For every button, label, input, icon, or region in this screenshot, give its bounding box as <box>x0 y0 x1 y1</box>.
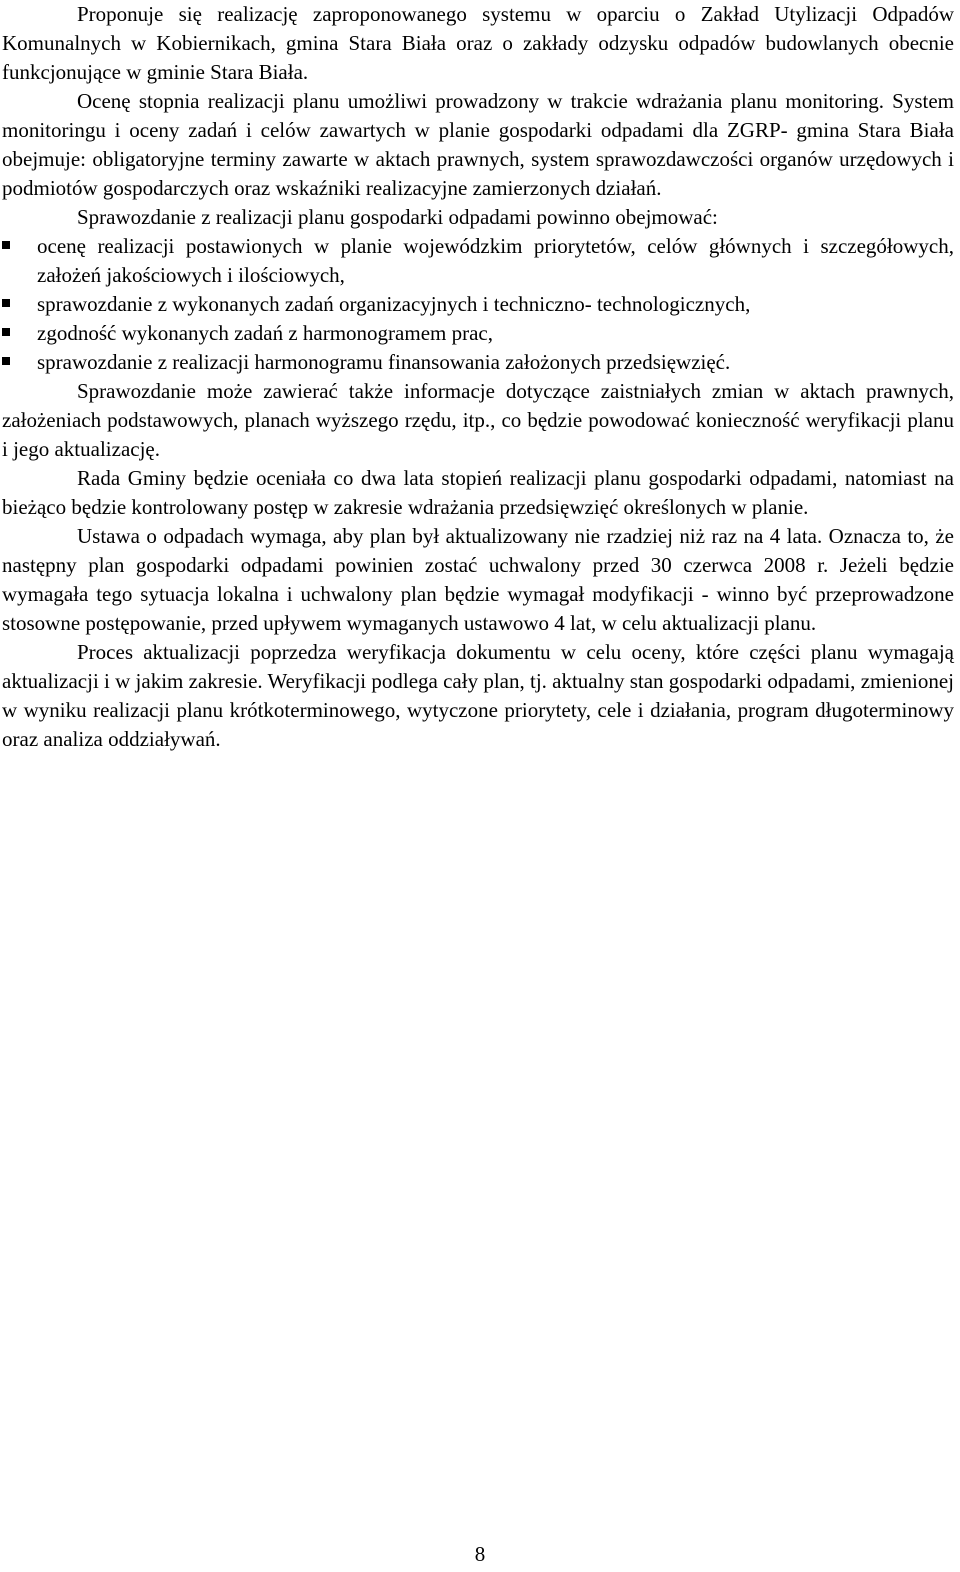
list-item-text: zgodność wykonanych zadań z harmonogramem prac, <box>37 321 493 345</box>
document-page <box>2 0 954 754</box>
paragraph-monitoring: Ocenę stopnia realizacji planu umożliwi prowadzony w trakcie wdrażania planu monitoring. System monitoringu i oceny zadań i celów zawartych w planie gospodarki odpadami dla ZGRP- gmina Stara Biała obejmuje: obligatoryjne terminy zawarte w aktach prawnych, system sprawozdawczości organów urzędowych i podmiotów gospodarczych oraz wskaźniki realizacyjne zamierzonych działań. <box>2 89 954 200</box>
list-item-text: sprawozdanie z realizacji harmonogramu finansowania założonych przedsięwzięć. <box>37 350 731 374</box>
paragraph-report-changes: Sprawozdanie może zawierać także informacje dotyczące zaistniałych zmian w aktach prawnych, założeniach podstawowych, planach wyższego rzędu, itp., co będzie powodować konieczność weryfikacji planu i jego aktualizację. <box>2 379 954 461</box>
page-number: 8 <box>474 1542 486 1566</box>
report-contents-list <box>2 232 954 377</box>
paragraph-update-requirement: Ustawa o odpadach wymaga, aby plan był aktualizowany nie rzadziej niż raz na 4 lata. Oznacza to, że następny plan gospodarki odpadami powinien zostać uchwalony przed 30 czerwca 2008 r. Jeżeli będzie wymagała tego sytuacja lokalna i uchwalony plan będzie wymagał modyfikacji - winno być przeprowadzone stosowne postępowanie, przed upływem wymaganych ustawowo 4 lat, w celu aktualizacji planu. <box>2 524 954 635</box>
list-item <box>2 290 954 319</box>
paragraph-report-scope: Sprawozdanie z realizacji planu gospodarki odpadami powinno obejmować: <box>77 205 718 229</box>
list-item <box>2 319 954 348</box>
list-item <box>2 232 954 290</box>
list-item-text: sprawozdanie z wykonanych zadań organizacyjnych i techniczno- technologicznych, <box>37 292 751 316</box>
square-bullet-icon <box>2 299 10 307</box>
square-bullet-icon <box>2 241 10 249</box>
square-bullet-icon <box>2 357 10 365</box>
paragraph-system-proposal: Proponuje się realizację zaproponowanego systemu w oparciu o Zakład Utylizacji Odpadów Komunalnych w Kobiernikach, gmina Stara Biała oraz o zakłady odzysku odpadów budowlanych obecnie funkcjonujące w gminie Stara Biała. <box>2 2 954 84</box>
paragraph-update-process: Proces aktualizacji poprzedza weryfikacja dokumentu w celu oceny, które części planu wymagają aktualizacji i w jakim zakresie. Weryfikacji podlega cały plan, tj. aktualny stan gospodarki odpadami, zmienionej w wyniku realizacji planu krótkoterminowego, wytyczone priorytety, cele i działania, program długoterminowy oraz analiza oddziaływań. <box>2 640 954 751</box>
paragraph-council-evaluation: Rada Gminy będzie oceniała co dwa lata stopień realizacji planu gospodarki odpadami, natomiast na bieżąco będzie kontrolowany postęp w zakresie wdrażania przedsięwzięć określonych w planie. <box>2 466 954 519</box>
square-bullet-icon <box>2 328 10 336</box>
list-item-text: ocenę realizacji postawionych w planie wojewódzkim priorytetów, celów głównych i szczegółowych, założeń jakościowych i ilościowych, <box>37 234 954 287</box>
list-item <box>2 348 954 377</box>
